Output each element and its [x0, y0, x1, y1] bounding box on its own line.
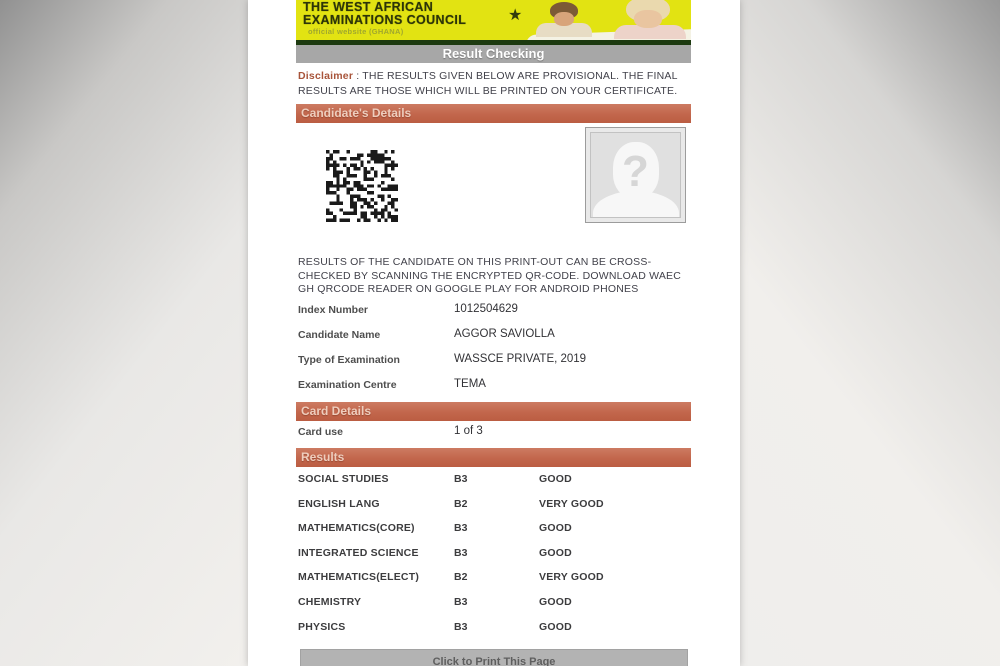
field-label: Index Number — [298, 304, 369, 316]
field-label: Card use — [298, 426, 343, 438]
result-page — [248, 0, 740, 666]
subject-cell: ENGLISH LANG — [298, 497, 380, 510]
result-row — [298, 618, 690, 643]
result-row — [298, 470, 690, 495]
official-website-note: official website (GHANA) — [308, 27, 404, 36]
print-page-button[interactable]: Click to Print This Page — [300, 649, 688, 666]
candidate-photo-placeholder — [585, 127, 686, 223]
children-photo — [526, 0, 691, 40]
background-blur-right — [740, 0, 1000, 666]
section-header-candidate-details: Candidate's Details — [296, 104, 691, 123]
grade-cell: B2 — [454, 497, 468, 510]
council-title — [303, 1, 466, 27]
result-row — [298, 593, 690, 618]
section-header-card-details: Card Details — [296, 402, 691, 421]
result-row — [298, 544, 690, 569]
subject-cell: CHEMISTRY — [298, 595, 362, 608]
disclaimer-body: THE RESULTS GIVEN BELOW ARE PROVISIONAL. THE FINAL RESULTS ARE THOSE WHICH WILL BE PRINTED ON YOUR CERTIFICATE. — [298, 70, 678, 97]
remark-cell: VERY GOOD — [539, 497, 604, 510]
field-value: TEMA — [454, 378, 486, 390]
field-label: Candidate Name — [298, 329, 381, 341]
disclaimer-text — [298, 69, 690, 99]
field-row-candidate-name — [298, 327, 690, 352]
field-row-card-use — [298, 424, 690, 442]
disclaimer-label: Disclaimer — [298, 70, 354, 82]
subject-cell: MATHEMATICS(ELECT) — [298, 571, 420, 584]
disclaimer-separator: : — [353, 70, 363, 82]
qr-instruction-text: RESULTS OF THE CANDIDATE ON THIS PRINT-OUT CAN BE CROSS-CHECKED BY SCANNING THE ENCRYPTED QR-CODE. DOWNLOAD WAEC GH QRCODE READER ON GOOGLE PLAY FOR ANDROID PHONES — [298, 256, 682, 295]
subject-cell: INTEGRATED SCIENCE — [298, 546, 419, 559]
subject-cell: SOCIAL STUDIES — [298, 473, 389, 485]
field-value: AGGOR SAVIOLLA — [454, 328, 555, 340]
page-title: Result Checking — [296, 45, 691, 63]
grade-cell: B3 — [454, 595, 468, 608]
child-right-face — [634, 10, 662, 28]
background-blur-left — [0, 0, 248, 666]
field-label: Examination Centre — [298, 379, 397, 391]
candidate-fields — [298, 302, 690, 402]
field-label: Type of Examination — [298, 354, 400, 366]
grade-cell: B3 — [454, 522, 468, 535]
field-row-index-number — [298, 302, 690, 327]
remark-cell: VERY GOOD — [539, 571, 604, 584]
council-title-line2: EXAMINATIONS COUNCIL — [303, 13, 467, 27]
child-left-face — [554, 12, 574, 26]
section-header-results: Results — [296, 448, 691, 467]
field-row-exam-centre — [298, 377, 690, 402]
field-value: 1012504629 — [454, 303, 518, 315]
field-value: WASSCE PRIVATE, 2019 — [454, 353, 587, 365]
qr-code — [326, 148, 398, 224]
waec-banner — [296, 0, 691, 40]
result-row — [298, 519, 690, 544]
remark-cell: GOOD — [539, 595, 572, 608]
grade-cell: B3 — [454, 546, 468, 559]
remark-cell: GOOD — [539, 522, 572, 535]
question-mark-icon: ? — [622, 146, 649, 196]
star-icon: ★ — [508, 7, 523, 24]
grade-cell: B3 — [454, 473, 468, 485]
remark-cell: GOOD — [539, 546, 572, 559]
field-value: 1 of 3 — [454, 425, 483, 437]
grade-cell: B2 — [454, 571, 468, 584]
subject-cell: PHYSICS — [298, 620, 346, 633]
field-row-exam-type — [298, 352, 690, 377]
council-title-line1: THE WEST AFRICAN — [303, 0, 434, 14]
result-content — [296, 0, 691, 666]
remark-cell: GOOD — [539, 473, 572, 485]
result-row — [298, 495, 690, 520]
photo-frame — [590, 132, 681, 218]
remark-cell: GOOD — [539, 620, 572, 633]
result-row — [298, 568, 690, 593]
grade-cell: B3 — [454, 620, 468, 633]
subject-cell: MATHEMATICS(CORE) — [298, 522, 415, 535]
results-table — [298, 470, 690, 642]
